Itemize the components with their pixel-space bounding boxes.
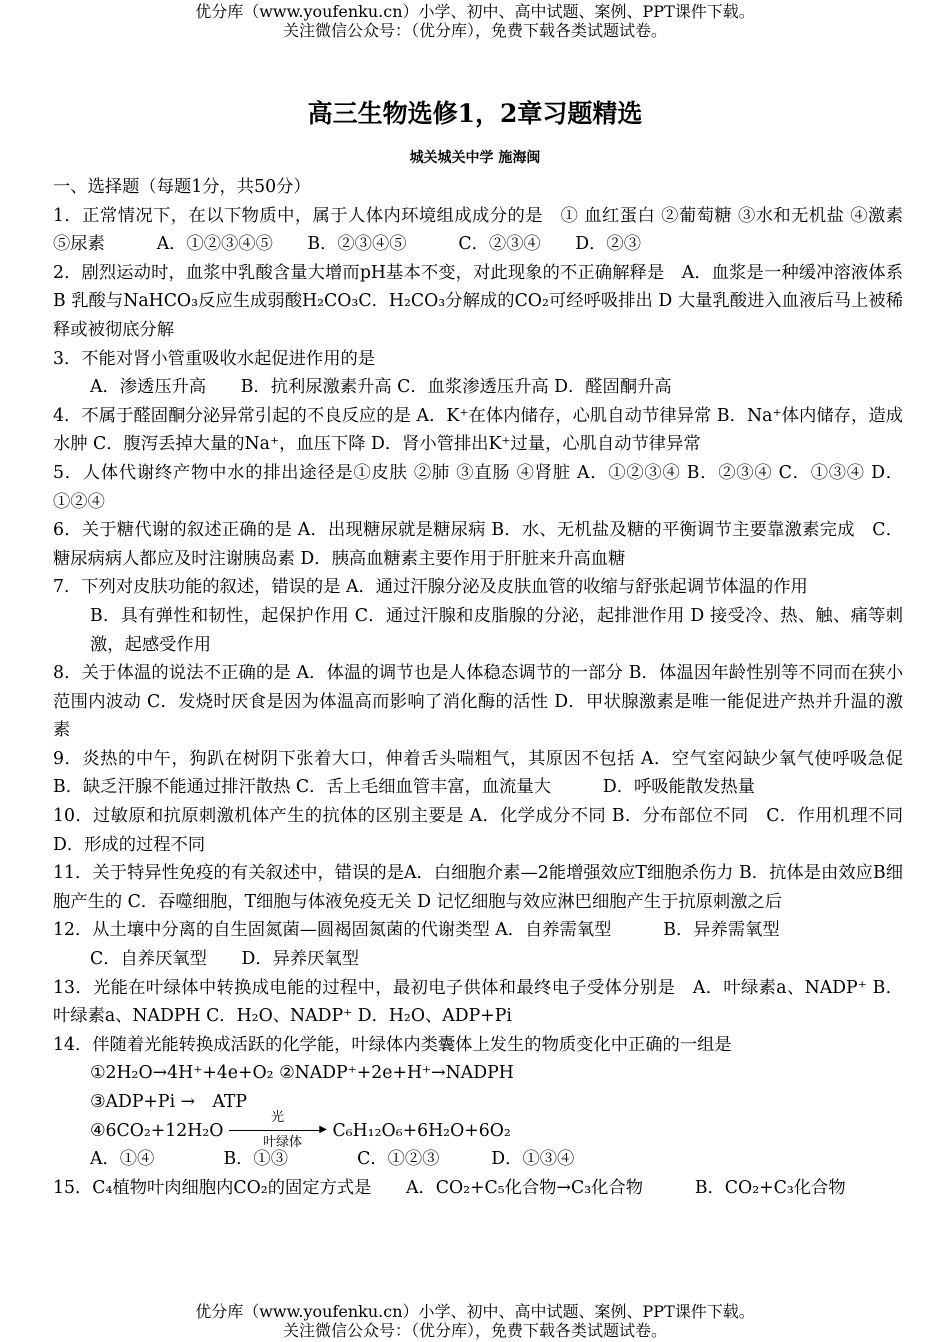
footer-line-1: 优分库（www.youfenku.cn）小学、初中、高中试题、案例、PPT课件下载。 xyxy=(195,1302,755,1321)
question-14: 14．伴随着光能转换成活跃的化学能，叶绿体内类囊体上发生的物质变化中正确的一组是 xyxy=(53,1034,732,1055)
question-14-formula-3 xyxy=(53,1110,903,1151)
question-13: 13．光能在叶绿体中转换成电能的过程中，最初电子供体和最终电子受体分别是 A．叶绿素a、NADP⁺ B．叶绿素a、NADPH C．H₂O、NADP⁺ D．H₂O、ADP+Pi xyxy=(53,977,903,1027)
section-heading: 一、选择题（每题1分，共50分） xyxy=(53,177,311,197)
page-header xyxy=(0,2,950,40)
question-11: 11．关于特异性免疫的有关叙述中，错误的是A．白细胞介素—2能增强效应T细胞杀伤力 B．抗体是由效应B细胞产生的 C．吞噬细胞，T细胞与体液免疫无关 D 记忆细胞与效应淋巴细胞产生于抗原刺激之后 xyxy=(53,863,903,912)
question-10: 10．过敏原和抗原刺激机体产生的抗体的区别主要是 A．化学成分不同 B．分布部位不同 C．作用机理不同 D．形成的过程不同 xyxy=(53,806,903,855)
question-1: 1．正常情况下，在以下物质中，属于人体内环境组成成分的是 ① 血红蛋白 ②葡萄糖 ③水和无机盐 ④激素 ⑤尿素 A．①②③④⑤ B．②③④⑤ C．②③④ D．②③ xyxy=(53,205,903,255)
question-14-formula-2: ③ADP+Pi → ATP xyxy=(90,1092,248,1112)
arrow-label-chloroplast: 叶绿体 xyxy=(262,1135,302,1151)
question-6: 6．关于糖代谢的叙述正确的是 A．出现糖尿就是糖尿病 B．水、无机盐及糖的平衡调节主要靠激素完成 C．糖尿病病人都应及时注谢胰岛素 D．胰高血糖素主要作用于肝脏来升高血糖 xyxy=(53,520,903,569)
question-14-formula-1: ①2H₂O→4H⁺+4e+O₂ ②NADP⁺+2e+H⁺→NADPH xyxy=(90,1063,514,1084)
question-list xyxy=(53,173,903,1202)
question-8: 8．关于体温的说法不正确的是 A．体温的调节也是人体稳态调节的一部分 B．体温因年龄性别等不同而在狭小范围内波动 C．发烧时厌食是因为体温高而影响了消化酶的活性 D．甲状腺激素是唯一能促进产热并升温的激素 xyxy=(53,663,903,741)
header-line-2: 关注微信公众号：（优分库），免费下载各类试题试卷。 xyxy=(282,21,667,40)
author-line: 城关城关中学 施海闽 xyxy=(409,150,541,166)
formula-3-reactants: ④6CO₂+12H₂O xyxy=(90,1120,224,1141)
question-14-options: A．①④ B．①③ C．①②③ D．①③④ xyxy=(90,1149,575,1170)
question-12: 12．从土壤中分离的自生固氮菌—圆褐固氮菌的代谢类型 A．自养需氧型 B．异养需氧型 xyxy=(53,920,780,941)
header-line-1: 优分库（www.youfenku.cn）小学、初中、高中试题、案例、PPT课件下载。 xyxy=(195,2,755,21)
question-5: 5．人体代谢终产物中水的排出途径是①皮肤 ②肺 ③直肠 ④肾脏 A．①②③④ B．②③④ C．①③④ D．①②④ xyxy=(53,462,903,512)
question-2: 2．剧烈运动时，血浆中乳酸含量大增而pH基本不变，对此现象的不正确解释是 A．血浆是一种缓冲溶液体系 B 乳酸与NaHCO₃反应生成弱酸H₂CO₃C．H₂CO₃分解成的CO₂可经呼吸排出 D 大量乳酸进入血液后马上被稀释或被彻底分解 xyxy=(53,262,903,340)
question-3-options: A．渗透压升高 B．抗利尿激素升高 C．血浆渗透压升高 D．醛固酮升高 xyxy=(90,377,672,398)
page-footer xyxy=(0,1302,950,1340)
footer-line-2: 关注微信公众号：（优分库），免费下载各类试题试卷。 xyxy=(282,1321,667,1340)
question-7: 7．下列对皮肤功能的叙述，错误的是 A．通过汗腺分泌及皮肤血管的收缩与舒张起调节体温的作用 xyxy=(53,577,808,598)
reaction-arrow-icon: 光 ▶ 叶绿体 xyxy=(229,1121,327,1141)
page-title: 高三生物选修1，2章习题精选 xyxy=(307,99,643,128)
question-12-options: C．自养厌氧型 D．异养厌氧型 xyxy=(90,949,360,970)
question-9: 9．炎热的中午，狗趴在树阴下张着大口，伸着舌头喘粗气，其原因不包括 A．空气室闷缺少氧气使呼吸急促 B．缺乏汗腺不能通过排汗散热 C．舌上毛细血管丰富，血流量大 D．呼吸能散发热量 xyxy=(53,748,903,798)
question-15: 15．C₄植物叶肉细胞内CO₂的固定方式是 A．CO₂+C₅化合物→C₃化合物 B．CO₂+C₃化合物 xyxy=(53,1177,846,1198)
question-7-continued: B．具有弹性和韧性，起保护作用 C．通过汗腺和皮脂腺的分泌，起排泄作用 D 接受冷、热、触、痛等刺激，起感受作用 xyxy=(90,605,903,655)
question-3: 3．不能对肾小管重吸收水起促进作用的是 xyxy=(53,348,376,369)
formula-3-products: C₆H₁₂O₆+6H₂O+6O₂ xyxy=(332,1120,511,1141)
question-4: 4．不属于醛固酮分泌异常引起的不良反应的是 A．K⁺在体内储存，心肌自动节律异常 B．Na⁺体内储存，造成水肿 C．腹泻丢掉大量的Na⁺，血压下降 D．肾小管排出K⁺过量，心肌自动节律异常 xyxy=(53,405,903,455)
arrow-label-light: 光 xyxy=(270,1110,284,1126)
